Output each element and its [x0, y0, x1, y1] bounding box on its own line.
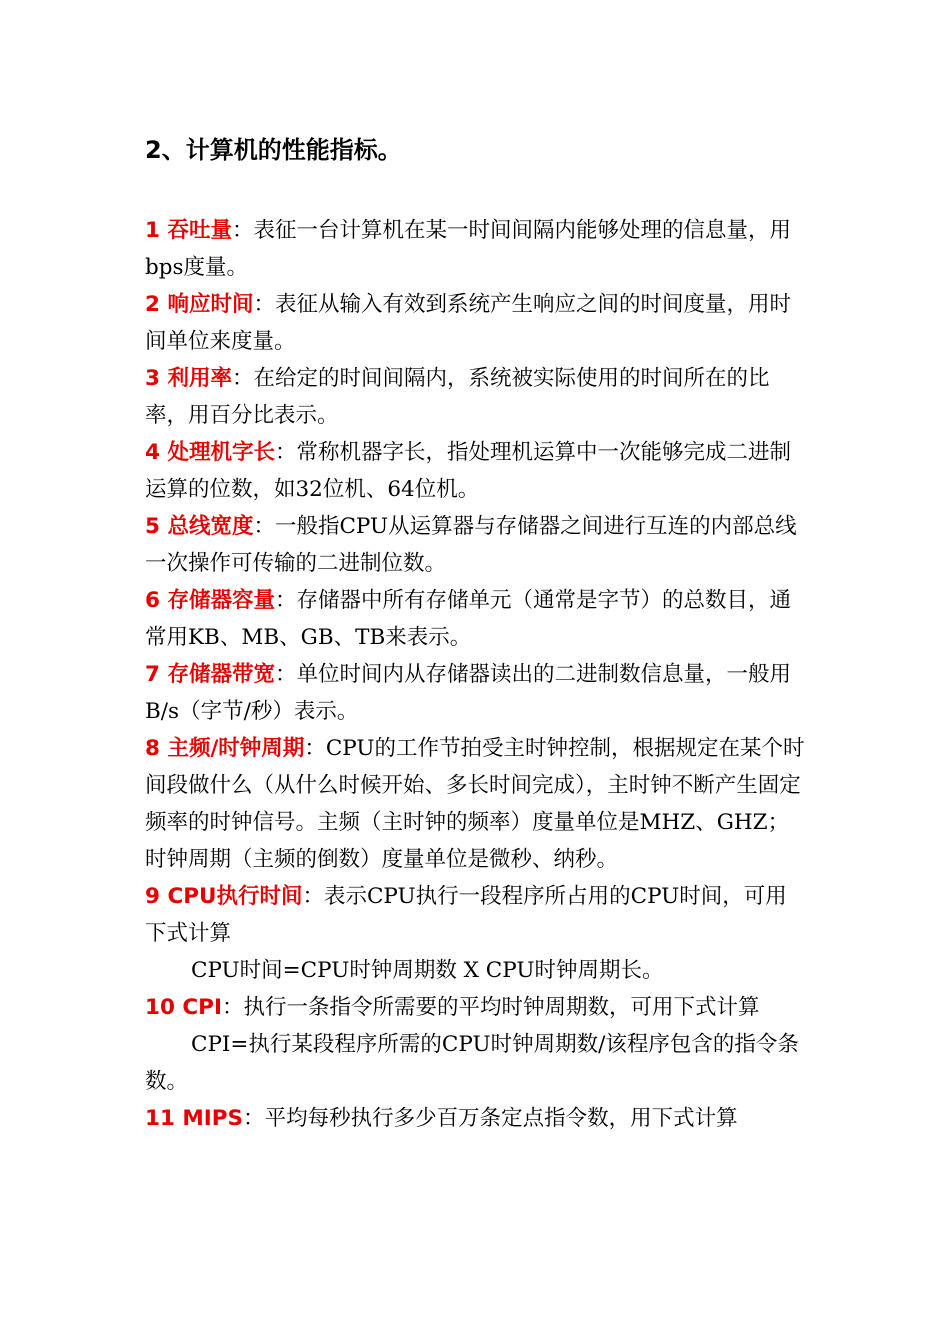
metric-separator: ： — [274, 662, 297, 687]
metric-description: CPU的工作节拍受主时钟控制，根据规定在某个时间段做什么（从什么时候开始、多长时间完成），主时钟不断产生固定频率的时钟信号。主频（主时钟的频率）度量单位是MHZ、GHZ；时钟周期（主频的倒数）度量单位是微秒、纳秒。 — [145, 736, 805, 872]
metric-description: 表示CPU执行一段程序所占用的CPU时间，可用下式计算 — [145, 884, 787, 946]
metric-item-cpu-time — [145, 878, 805, 952]
metric-description: 表征一台计算机在某一时间间隔内能够处理的信息量，用bps度量。 — [145, 218, 791, 280]
metric-item-bus-width — [145, 508, 805, 582]
metric-term: 6 存储器容量 — [145, 588, 275, 613]
document-page — [145, 132, 805, 1137]
page-title: 2、计算机的性能指标。 — [145, 136, 402, 164]
metric-description: 存储器中所有存储单元（通常是字节）的总数目，通常用KB、MB、GB、TB来表示。 — [145, 588, 791, 650]
metric-description: 平均每秒执行多少百万条定点指令数，用下式计算 — [264, 1106, 738, 1131]
metric-description: 单位时间内从存储器读出的二进制数信息量，一般用B/s（字节/秒）表示。 — [145, 662, 791, 724]
metric-description: 常称机器字长，指处理机运算中一次能够完成二进制运算的位数，如32位机、64位机。 — [145, 440, 791, 502]
metric-term: 10 CPI — [145, 995, 222, 1020]
metric-term: 5 总线宽度 — [145, 514, 254, 539]
metric-item-memory-capacity — [145, 582, 805, 656]
metric-description: 一般指CPU从运算器与存储器之间进行互连的内部总线一次操作可传输的二进制位数。 — [145, 514, 797, 576]
metric-item-memory-bandwidth — [145, 656, 805, 730]
metric-term: 4 处理机字长 — [145, 440, 275, 465]
metric-term: 11 MIPS — [145, 1106, 244, 1131]
metric-item-utilization — [145, 360, 805, 434]
metric-term: 7 存储器带宽 — [145, 662, 275, 687]
metric-term: 2 响应时间 — [145, 292, 254, 317]
metrics-list — [145, 212, 805, 1137]
metric-separator: ： — [274, 588, 297, 613]
metric-description: 执行一条指令所需要的平均时钟周期数，可用下式计算 — [243, 995, 760, 1020]
metric-term: 1 吞吐量 — [145, 218, 232, 243]
metric-separator: ： — [302, 884, 324, 909]
metric-item-cpi — [145, 989, 805, 1026]
metric-separator: ： — [274, 440, 297, 465]
metric-separator: ： — [304, 736, 326, 761]
metric-description: 表征从输入有效到系统产生响应之间的时间度量，用时间单位来度量。 — [145, 292, 791, 354]
metric-item-throughput — [145, 212, 805, 286]
metric-term: 9 CPU执行时间 — [145, 884, 303, 909]
metric-item-clock-frequency — [145, 730, 805, 878]
metric-term: 8 主频/时钟周期 — [145, 736, 305, 761]
metric-formula-cpi: CPI=执行某段程序所需的CPU时钟周期数/该程序包含的指令条数。 — [145, 1032, 799, 1094]
metric-separator: ： — [253, 292, 275, 317]
metric-separator: ： — [221, 995, 244, 1020]
metric-description: 在给定的时间间隔内，系统被实际使用的时间所在的比率，用百分比表示。 — [145, 366, 770, 428]
metric-separator: ： — [231, 218, 254, 243]
metric-item-mips — [145, 1100, 805, 1137]
metric-separator: ： — [253, 514, 275, 539]
metric-separator: ： — [231, 366, 254, 391]
metric-item-word-length — [145, 434, 805, 508]
metric-formula-cpu-time: CPU时间=CPU时钟周期数 X CPU时钟周期长。 — [191, 958, 664, 983]
metric-term: 3 利用率 — [145, 366, 232, 391]
metric-item-response-time — [145, 286, 805, 360]
metric-separator: ： — [243, 1106, 265, 1131]
